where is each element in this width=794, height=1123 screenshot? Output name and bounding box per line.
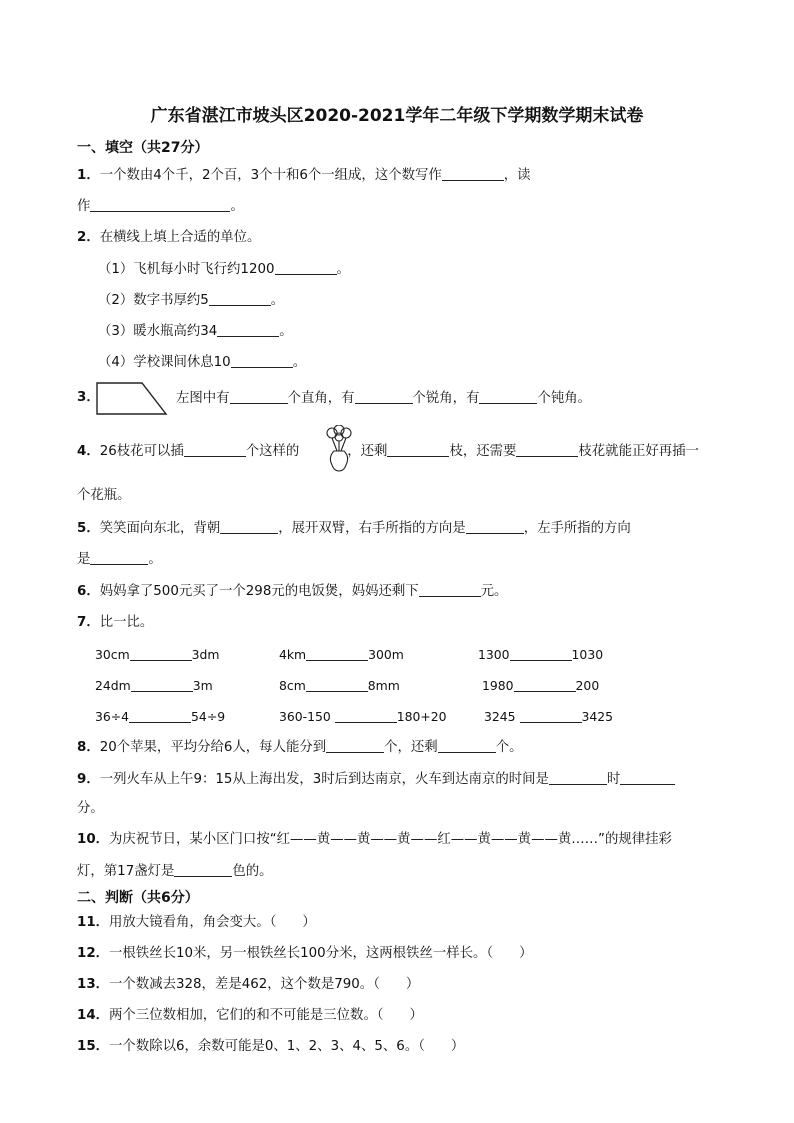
question-2-item-3 [98,323,293,340]
question-6 [77,583,507,600]
answer-blank[interactable] [510,647,572,661]
question-2-item-2 [98,292,284,309]
question-number: 14． [77,1008,110,1023]
question-number: 3． [77,390,100,405]
question-text: （1）飞机每小时飞行约1200 [98,262,275,277]
compare-item: 3245 3425 [484,709,614,724]
question-text: 26枝花可以插 [99,444,184,459]
section-heading-true-false: 二、判断（共6分） [77,890,199,906]
question-text: 作 [77,199,91,214]
question-text: （2）数字书厚约5 [98,293,209,308]
answer-blank[interactable] [479,390,537,404]
page-title: 广东省湛江市坡头区2020-2021学年二年级下学期数学期末试卷 [150,106,644,126]
compare-item: 8cm 8mm [279,678,400,693]
question-2-item-1 [98,261,350,278]
answer-blank[interactable] [516,443,578,457]
question-text: 。 [336,262,350,277]
question-1-line2 [77,198,244,215]
question-text: 笑笑面向东北，背朝 [99,521,221,536]
question-number: 13． [77,977,110,992]
question-number: 12． [77,946,110,961]
question-number: 4． [77,444,100,459]
question-5 [77,520,631,537]
question-2 [77,230,260,246]
question-text: ，读 [503,168,531,183]
question-10 [77,832,672,848]
question-11: 11．用放大镜看角，角会变大。（ ） [77,915,316,930]
answer-blank[interactable] [520,709,582,723]
answer-blank[interactable] [231,354,293,368]
compare-item: 4km 300m [279,647,404,662]
question-text: 枝花就能正好再插一 [578,444,699,459]
question-text: 左图中有 [176,391,230,406]
question-text: 色的。 [232,864,273,879]
question-number: 9． [77,772,100,787]
question-number: 7． [77,615,100,630]
answer-blank[interactable] [184,443,246,457]
answer-blank[interactable] [620,771,675,785]
question-1 [77,167,531,184]
compare-item: 30cm 3dm [95,647,220,662]
compare-item: 1300 1030 [478,647,604,662]
question-text: 一根铁丝长10米，另一根铁丝长100分米，这两根铁丝一样长。（ [109,946,494,961]
question-text: 一个数减去328，差是462，这个数是790。（ [109,977,380,992]
question-text: 个这样的 [245,444,300,459]
question-text: （4）学校课间休息10 [98,355,231,370]
answer-blank[interactable] [355,390,413,404]
question-2-item-4 [98,354,306,371]
answer-blank[interactable] [130,647,192,661]
question-3 [176,390,591,407]
question-4-line2: 个花瓶。 [77,488,131,503]
question-10-line2 [77,863,273,880]
compare-item: 36÷4 54÷9 [95,709,226,724]
question-text: 。 [230,199,244,214]
question-text: 一个数由4个千，2个百，3个十和6个一组成，这个数写作 [99,168,442,183]
question-text: 。 [270,293,285,308]
answer-blank[interactable] [275,261,337,275]
question-text: 是 [77,552,91,567]
question-text: 时 [606,772,621,787]
question-text: 在横线上填上合适的单位。 [99,230,261,245]
question-text: 用放大镜看角，角会变大。（ [109,915,277,930]
answer-blank[interactable] [326,739,384,753]
question-number: 2． [77,230,100,245]
question-text: 灯，第17盏灯是 [77,864,175,879]
answer-blank[interactable] [419,583,481,597]
question-number: 8． [77,740,100,755]
answer-blank[interactable] [387,443,449,457]
question-text: 两个三位数相加，它们的和不可能是三位数。（ [109,1008,384,1023]
question-text: 个。 [495,740,523,755]
question-8 [77,739,522,756]
question-text: 妈妈拿了500元买了一个298元的电饭煲，妈妈还剩下 [99,584,419,599]
question-12: 12．一根铁丝长10米，另一根铁丝长100分米，这两根铁丝一样长。（ ） [77,946,533,961]
answer-blank[interactable] [230,390,288,404]
answer-blank[interactable] [438,739,496,753]
question-text: 个，还剩 [384,740,438,755]
question-5-line2 [77,551,162,568]
answer-blank[interactable] [220,520,278,534]
question-4 [77,443,699,460]
question-text: 比一比。 [99,615,154,630]
answer-blank[interactable] [131,678,193,692]
question-15: 15．一个数除以6，余数可能是0、1、2、3、4、5、6。（ ） [77,1039,465,1054]
question-text: 个直角，有 [287,391,355,406]
question-text: 。 [148,552,162,567]
question-number: 1． [77,168,100,183]
question-9 [77,771,675,788]
answer-blank[interactable] [306,678,368,692]
compare-item: 360-150 180+20 [279,709,447,724]
answer-blank[interactable] [217,323,279,337]
answer-blank[interactable] [306,647,368,661]
question-number: 15． [77,1039,110,1054]
question-text: 一列火车从上午9：15从上海出发，3时后到达南京，火车到达南京的时间是 [99,772,549,787]
flower-vase-icon [318,425,360,475]
question-text: 枝，还需要 [449,444,517,459]
question-number: 10． [77,832,110,847]
question-14: 14．两个三位数相加，它们的和不可能是三位数。（ ） [77,1008,423,1023]
compare-item: 1980 200 [482,678,600,693]
trapezoid-figure [96,382,168,416]
question-9-line2: 分。 [77,801,104,816]
answer-blank[interactable] [549,771,607,785]
question-text: ，还剩 [347,444,388,459]
question-text: ，展开双臂，右手所指的方向是 [278,521,466,536]
answer-blank[interactable] [90,198,230,212]
question-text: 个钝角。 [537,391,592,406]
section-heading-fill-blank: 一、填空（共27分） [77,140,209,156]
question-13: 13．一个数减去328，差是462，这个数是790。（ ） [77,977,420,992]
question-7 [77,615,153,631]
question-text: ，左手所指的方向 [523,521,631,536]
answer-blank[interactable] [129,709,191,723]
question-text: 。 [292,355,307,370]
question-number: 6． [77,584,100,599]
answer-blank[interactable] [209,292,271,306]
question-number: 11． [77,915,110,930]
question-number: 5． [77,521,100,536]
answer-blank[interactable] [442,167,504,181]
compare-item: 24dm 3m [95,678,213,693]
answer-blank[interactable] [466,520,524,534]
answer-blank[interactable] [174,863,232,877]
question-text: （3）暖水瓶高约34 [98,324,218,339]
question-text: 。 [279,324,293,339]
question-text: 一个数除以6，余数可能是0、1、2、3、4、5、6。（ [109,1039,425,1054]
answer-blank[interactable] [90,551,148,565]
question-text: 元。 [480,584,508,599]
question-text: 20个苹果，平均分给6人，每人能分到 [99,740,327,755]
question-text: 个锐角，有 [412,391,480,406]
answer-blank[interactable] [335,709,397,723]
question-text: 为庆祝节日，某小区门口按“红——黄——黄——黄——红——黄——黄——黄……”的规律挂彩 [109,832,672,847]
answer-blank[interactable] [514,678,576,692]
